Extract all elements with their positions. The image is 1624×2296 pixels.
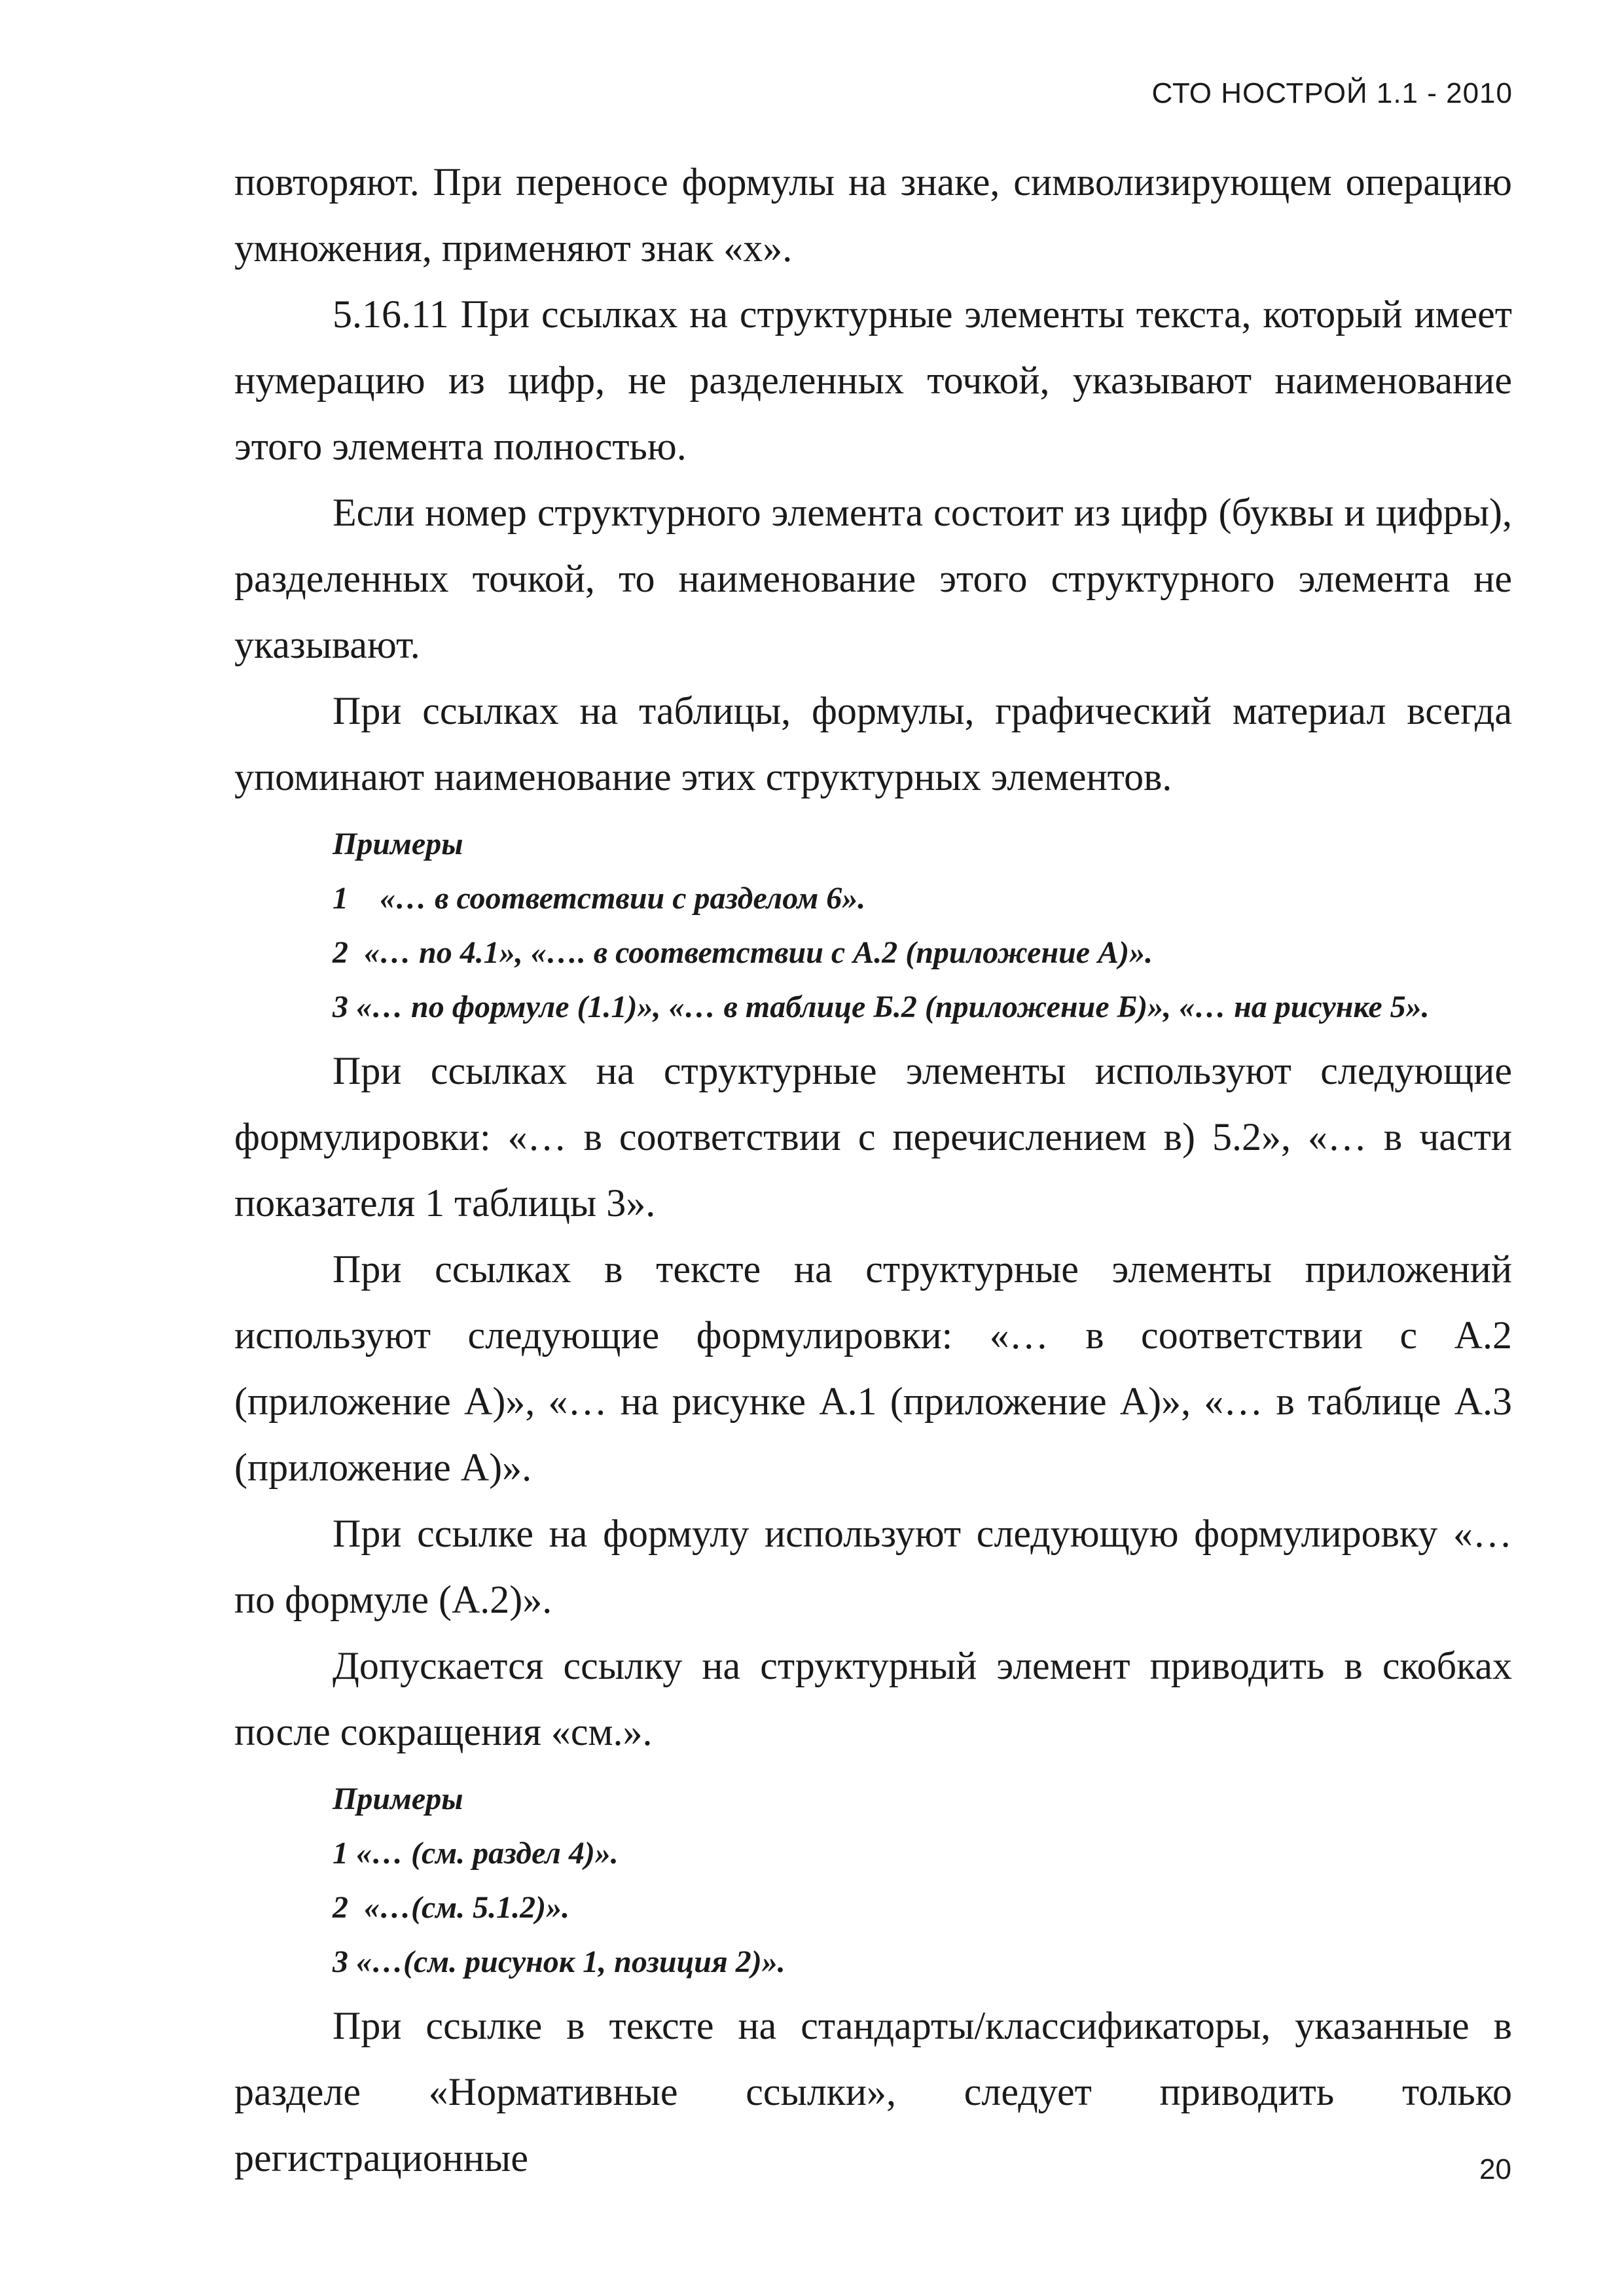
document-header: СТО НОСТРОЙ 1.1 - 2010 bbox=[1151, 77, 1513, 109]
page-number: 20 bbox=[1479, 2153, 1511, 2185]
example-item: 3 «…(см. рисунок 1, позиция 2)». bbox=[333, 1945, 785, 1979]
paragraph-5-16-11: 5.16.11 При ссылках на структурные элементы текста, который имеет нумерацию из цифр, не разделенных точкой, указывают наименование этого элемента полностью. bbox=[234, 293, 1512, 468]
paragraph-structural-refs: При ссылках на структурные элементы используют следующие формулировки: «… в соответствии с перечислением в) 5.2», «… в части показателя 1 таблицы 3». bbox=[234, 1049, 1512, 1225]
paragraph-formula-ref: При ссылке на формулу используют следующую формулировку «… по формуле (А.2)». bbox=[234, 1512, 1512, 1621]
example-item: 2 «…(см. 5.1.2)». bbox=[333, 1890, 570, 1925]
paragraph-dotted-numbering: Если номер структурного элемента состоит из цифр (буквы и цифры), разделенных точкой, то наименование этого структурного элемента не указывают. bbox=[234, 491, 1512, 666]
examples-title: Примеры bbox=[333, 1782, 463, 1816]
examples-block-1 bbox=[234, 817, 1512, 1034]
example-item: 2 «… по 4.1», «…. в соответствии с А.2 (приложение А)». bbox=[333, 935, 1153, 970]
example-item: 1 «… (см. раздел 4)». bbox=[333, 1836, 619, 1871]
paragraph-appendix-refs: При ссылках в тексте на структурные элементы приложений используют следующие формулировки: «… в соответствии с А.2 (приложение А)», «… на рисунке А.1 (приложение А)», «… в таблице А.3 (приложение А)». bbox=[234, 1247, 1512, 1489]
paragraph-tables-formulas: При ссылках на таблицы, формулы, графический материал всегда упоминают наименование этих структурных элементов. bbox=[234, 689, 1512, 798]
paragraph-continuation: повторяют. При переносе формулы на знаке, символизирующем операцию умножения, применяют знак «х». bbox=[234, 160, 1512, 270]
example-item: 3 «… по формуле (1.1)», «… в таблице Б.2 (приложение Б)», «… на рисунке 5». bbox=[333, 990, 1430, 1024]
paragraph-standards-refs: При ссылке в тексте на стандарты/классификаторы, указанные в разделе «Нормативные ссылки», следует приводить только регистрационные bbox=[234, 2004, 1512, 2179]
examples-block-2 bbox=[234, 1772, 1512, 1989]
paragraph-see-abbrev: Допускается ссылку на структурный элемент приводить в скобках после сокращения «см.». bbox=[234, 1644, 1512, 1753]
page-body bbox=[234, 149, 1512, 2191]
example-item: 1 «… в соответствии с разделом 6». bbox=[333, 881, 866, 916]
examples-title: Примеры bbox=[333, 827, 463, 861]
